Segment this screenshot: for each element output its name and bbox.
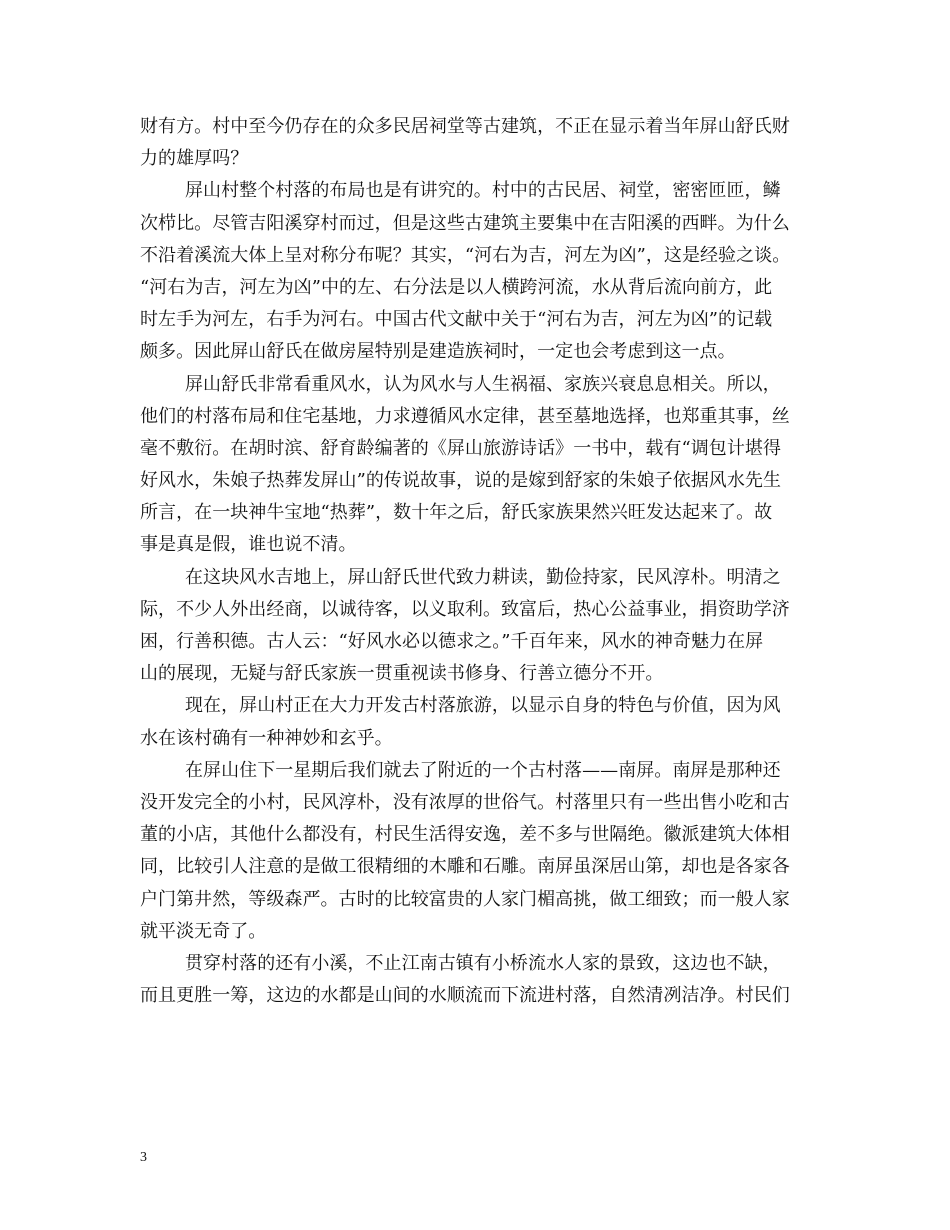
text-line: 水在该村确有一种神妙和玄乎。 bbox=[140, 727, 393, 749]
text-line: 次栉比。尽管吉阳溪穿村而过，但是这些古建筑主要集中在吉阳溪的西畔。为什么 bbox=[140, 212, 790, 234]
text-line: 而且更胜一筹，这边的水都是山间的水顺流而下流进村落，自然清冽洁净。村民们 bbox=[140, 985, 790, 1007]
page-number: 3 bbox=[140, 1150, 147, 1165]
text-line: 董的小店，其他什么都没有，村民生活得安逸，差不多与世隔绝。徽派建筑大体相 bbox=[140, 824, 790, 846]
text-line: 同，比较引人注意的是做工很精细的木雕和石雕。南屏虽深居山第，却也是各家各 bbox=[140, 856, 790, 878]
text-line: 户门第井然，等级森严。古时的比较富贵的人家门楣高挑，做工细致；而一般人家 bbox=[140, 888, 790, 910]
text-line: 在这块风水吉地上，屏山舒氏世代致力耕读，勤俭持家，民风淳朴。明清之 bbox=[185, 566, 781, 588]
text-line: 力的雄厚吗？ bbox=[140, 148, 249, 170]
text-line: 没开发完全的小村，民风淳朴，没有浓厚的世俗气。村落里只有一些出售小吃和古 bbox=[140, 791, 790, 813]
text-line: 贯穿村落的还有小溪，不止江南古镇有小桥流水人家的景致，这边也不缺， bbox=[185, 952, 781, 974]
text-line: 屏山舒氏非常看重风水，认为风水与人生祸福、家族兴衰息息相关。所以， bbox=[185, 373, 781, 395]
text-line: 在屏山住下一星期后我们就去了附近的一个古村落——南屏。南屏是那种还 bbox=[185, 759, 781, 781]
body-text bbox=[140, 111, 815, 1012]
text-line: 毫不敷衍。在胡时滨、舒育龄编著的《屏山旅游诗话》一书中，载有“调包计堪得 bbox=[140, 437, 781, 459]
text-line: 现在，屏山村正在大力开发古村落旅游，以显示自身的特色与价值，因为风 bbox=[185, 695, 781, 717]
text-line: 山的展现，无疑与舒氏家族一贯重视读书修身、行善立德分不开。 bbox=[140, 663, 664, 685]
text-line: 困，行善积德。古人云：“好风水必以德求之。”千百年来，风水的神奇魅力在屏 bbox=[140, 631, 764, 652]
text-line: 所言，在一块神牛宝地“热葬”，数十年之后，舒氏家族果然兴旺发达起来了。故 bbox=[140, 502, 773, 524]
text-line: 就平淡无奇了。 bbox=[140, 920, 267, 942]
text-line: 不沿着溪流大体上呈对称分布呢？其实，“河右为吉，河左为凶”，这是经验之谈。 bbox=[140, 244, 791, 266]
text-line: 他们的村落布局和住宅基地，力求遵循风水定律，甚至墓地选择，也郑重其事，丝 bbox=[140, 405, 790, 427]
text-line: “河右为吉，河左为凶”中的左、右分法是以人横跨河流，水从背后流向前方，此 bbox=[140, 276, 773, 298]
text-line: 财有方。村中至今仍存在的众多民居祠堂等古建筑，不正在显示着当年屏山舒氏财 bbox=[140, 116, 790, 137]
text-line: 屏山村整个村落的布局也是有讲究的。村中的古民居、祠堂，密密匝匝，鳞 bbox=[185, 180, 781, 202]
text-line: 事是真是假，谁也说不清。 bbox=[140, 534, 357, 556]
text-line: 颇多。因此屏山舒氏在做房屋特别是建造族祠时，一定也会考虑到这一点。 bbox=[140, 341, 736, 363]
text-line: 时左手为河左，右手为河右。中国古代文献中关于“河右为吉，河左为凶”的记载 bbox=[140, 309, 773, 331]
text-line: 好风水，朱娘子热葬发屏山”的传说故事，说的是嫁到舒家的朱娘子依据风水先生 bbox=[140, 470, 781, 492]
text-line: 际，不少人外出经商，以诚待客，以义取利。致富后，热心公益事业，捐资助学济 bbox=[140, 598, 790, 620]
